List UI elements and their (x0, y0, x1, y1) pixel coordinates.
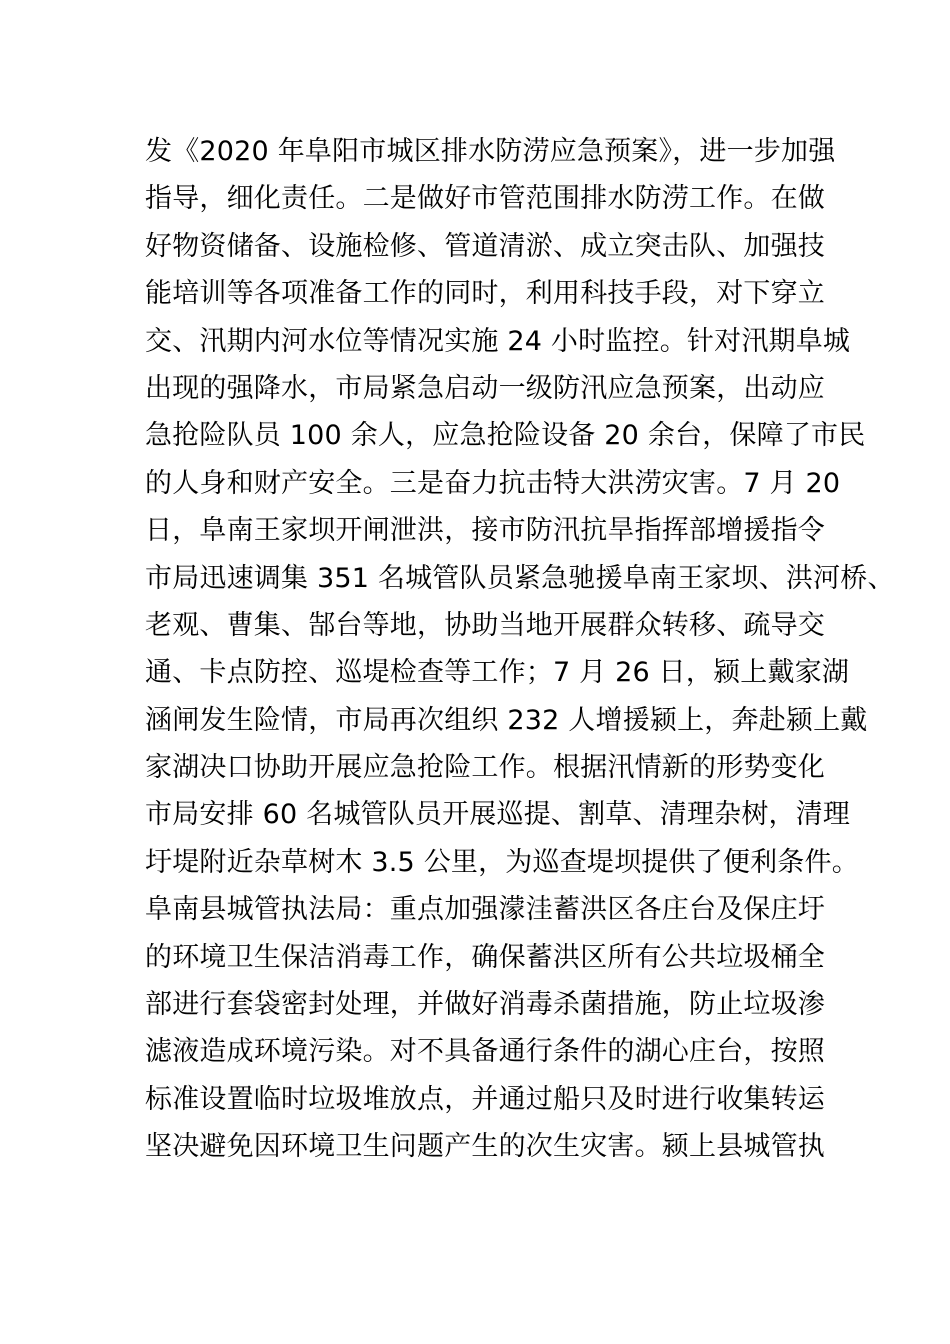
text-line: 老观、曹集、郜台等地，协助当地开展群众转移、疏导交 (145, 609, 825, 641)
text-line: 标准设置临时垃圾堆放点，并通过船只及时进行收集转运 (145, 1083, 825, 1115)
body-text (145, 128, 895, 1171)
text-line: 好物资储备、设施检修、管道清淤、成立突击队、加强技 (145, 230, 825, 262)
text-line: 滤液造成环境污染。对不具备通行条件的湖心庄台，按照 (145, 1036, 825, 1068)
text-line: 坚决避免因环境卫生问题产生的次生灾害。颍上县城管执 (145, 1131, 825, 1163)
text-line: 市局安排 60 名城管队员开展巡提、割草、清理杂树，清理 (145, 799, 851, 831)
text-line: 阜南县城管执法局：重点加强濛洼蓄洪区各庄台及保庄圩 (145, 894, 825, 926)
text-line: 的环境卫生保洁消毒工作，确保蓄洪区所有公共垃圾桶全 (145, 941, 825, 973)
text-line: 涵闸发生险情，市局再次组织 232 人增援颍上，奔赴颍上戴 (145, 704, 868, 736)
text-line: 发《2020 年阜阳市城区排水防涝应急预案》，进一步加强 (145, 136, 836, 167)
text-line: 通、卡点防控、巡堤检查等工作；7 月 26 日，颍上戴家湖 (145, 657, 850, 689)
text-line: 日，阜南王家坝开闸泄洪，接市防汛抗旱指挥部增援指令 (145, 515, 825, 547)
text-line: 出现的强降水，市局紧急启动一级防汛应急预案，出动应 (145, 372, 825, 404)
text-line: 的人身和财产安全。三是奋力抗击特大洪涝灾害。7 月 20 (145, 467, 841, 499)
text-line: 圩堤附近杂草树木 3.5 公里，为巡查堤坝提供了便利条件。 (145, 846, 859, 878)
text-line: 部进行套袋密封处理，并做好消毒杀菌措施，防止垃圾渗 (145, 989, 825, 1021)
text-line: 指导，细化责任。二是做好市管范围排水防涝工作。在做 (145, 183, 825, 215)
text-line: 市局迅速调集 351 名城管队员紧急驰援阜南王家坝、洪河桥、 (145, 562, 895, 594)
text-line: 能培训等各项准备工作的同时，利用科技手段，对下穿立 (145, 278, 825, 310)
text-line: 交、汛期内河水位等情况实施 24 小时监控。针对汛期阜城 (145, 325, 851, 357)
text-line: 家湖决口协助开展应急抢险工作。根据汛情新的形势变化 (145, 752, 825, 784)
text-line: 急抢险队员 100 余人，应急抢险设备 20 余台，保障了市民 (145, 420, 866, 452)
